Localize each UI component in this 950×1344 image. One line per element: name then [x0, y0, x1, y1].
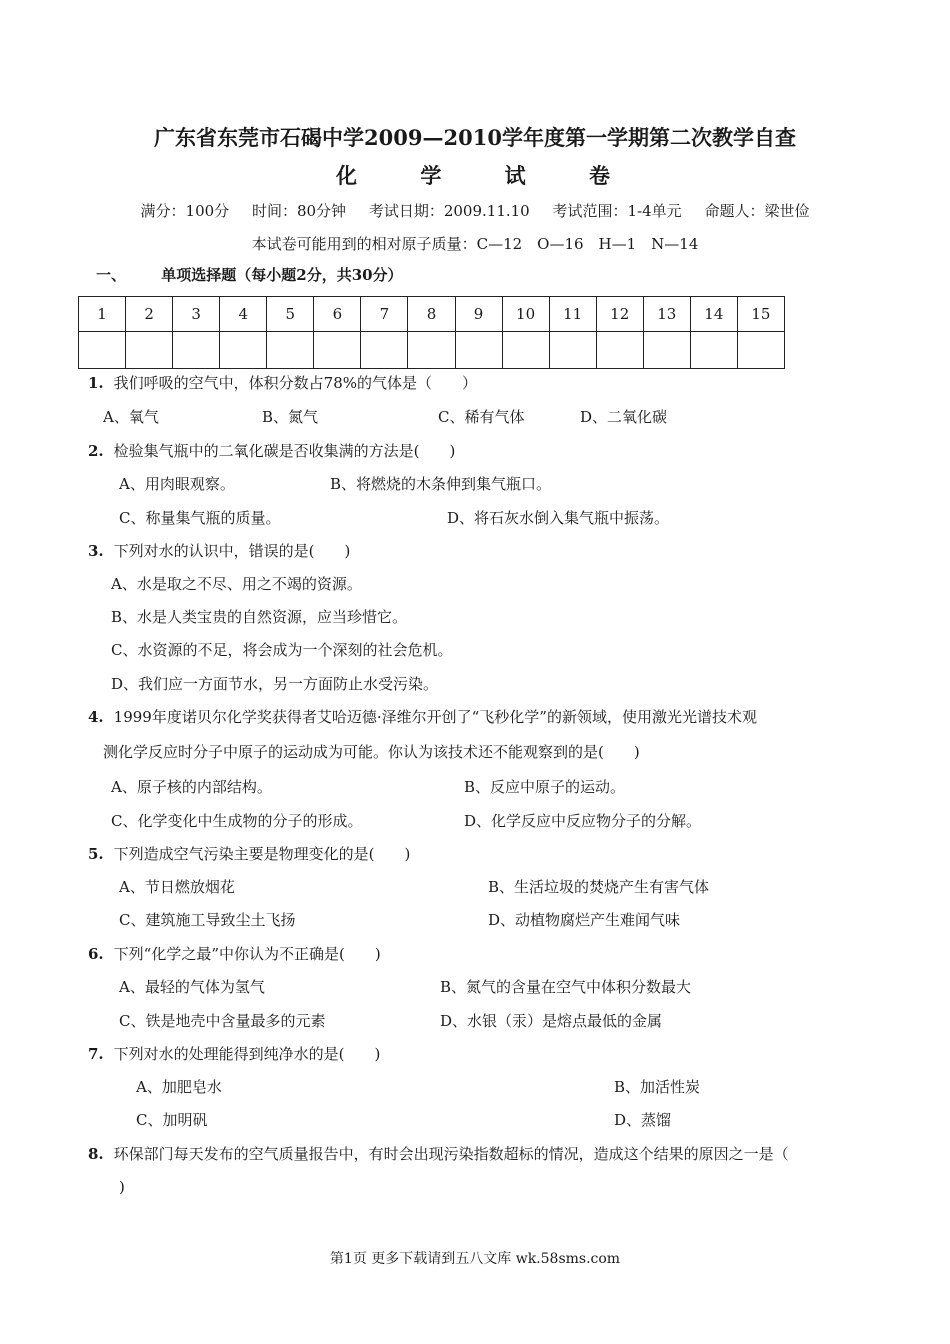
- question-4: [88, 706, 757, 727]
- answer-cell[interactable]: [690, 332, 737, 369]
- question-number: 6.: [88, 945, 104, 963]
- option: A、氧气: [103, 408, 159, 426]
- subtitle-char: 化: [336, 163, 362, 188]
- option: B、氮气的含量在空气中体积分数最大: [440, 978, 692, 996]
- option: C、称量集气瓶的质量。: [119, 509, 281, 527]
- answer-cell[interactable]: [596, 332, 643, 369]
- question-number: 7.: [88, 1045, 104, 1063]
- answer-header: 9: [455, 297, 502, 332]
- option: B、反应中原子的运动。: [464, 778, 626, 796]
- question-1: [88, 372, 477, 393]
- answer-header: 6: [314, 297, 361, 332]
- answer-cell[interactable]: [408, 332, 455, 369]
- answer-header: 8: [408, 297, 455, 332]
- exam-info: [0, 200, 950, 221]
- question-number: 8.: [88, 1145, 104, 1163]
- option: A、节日燃放烟花: [119, 878, 235, 896]
- question-text-continued: 测化学反应时分子中原子的运动成为可能。你认为该技术还不能观察到的是( ): [103, 743, 640, 761]
- option: A、加肥皂水: [136, 1078, 222, 1096]
- option: A、用肉眼观察。: [119, 475, 235, 493]
- answer-cell[interactable]: [361, 332, 408, 369]
- question-text: 下列对水的处理能得到纯净水的是( ): [113, 1045, 381, 1063]
- exam-subtitle: [0, 160, 950, 190]
- option: A、原子核的内部结构。: [111, 778, 272, 796]
- option: B、氮气: [262, 408, 319, 426]
- subtitle-char: 卷: [588, 163, 614, 188]
- question-text: 检验集气瓶中的二氧化碳是否收集满的方法是( ): [113, 442, 456, 460]
- option: D、水银（汞）是熔点最低的金属: [440, 1012, 663, 1030]
- option: D、化学反应中反应物分子的分解。: [464, 812, 702, 830]
- question-number: 3.: [88, 542, 104, 560]
- section-number: 一、: [96, 266, 127, 284]
- exam-title: 广东省东莞市石碣中学2009—2010学年度第一学期第二次教学自查: [154, 125, 796, 150]
- option: A、最轻的气体为氢气: [119, 978, 265, 996]
- answer-cell[interactable]: [173, 332, 220, 369]
- option: D、蒸馏: [614, 1111, 672, 1129]
- exam-date: 考试日期：2009.11.10: [368, 202, 530, 220]
- question-number: 4.: [88, 708, 104, 726]
- exam-scope: 考试范围：1-4单元: [552, 202, 682, 220]
- subtitle-char: 试: [504, 163, 530, 188]
- question-text: 我们呼吸的空气中，体积分数占78%的气体是（ ）: [113, 374, 478, 392]
- option: C、稀有气体: [438, 408, 525, 426]
- option: C、铁是地壳中含量最多的元素: [119, 1012, 326, 1030]
- answer-header: 4: [220, 297, 267, 332]
- question-text-continued: ): [119, 1178, 125, 1196]
- question-5: [88, 843, 410, 864]
- question-text: 下列对水的认识中，错误的是( ): [113, 542, 351, 560]
- question-text: 环保部门每天发布的空气质量报告中，有时会出现污染指数超标的情况，造成这个结果的原因之一是（: [113, 1145, 789, 1163]
- option: B、水是人类宝贵的自然资源，应当珍惜它。: [111, 608, 408, 626]
- answer-cell[interactable]: [314, 332, 361, 369]
- question-number: 2.: [88, 442, 104, 460]
- answer-cell[interactable]: [267, 332, 314, 369]
- option: B、将燃烧的木条伸到集气瓶口。: [330, 475, 552, 493]
- option: B、加活性炭: [614, 1078, 701, 1096]
- answer-header: 12: [596, 297, 643, 332]
- answer-cell[interactable]: [502, 332, 549, 369]
- full-score: 满分：100分: [140, 202, 230, 220]
- answer-cell[interactable]: [220, 332, 267, 369]
- option: C、化学变化中生成物的分子的形成。: [111, 812, 363, 830]
- exam-author: 命题人：梁世俭: [704, 202, 810, 220]
- answer-cell[interactable]: [455, 332, 502, 369]
- answer-header: 14: [690, 297, 737, 332]
- answer-header: 11: [549, 297, 596, 332]
- time-limit: 时间：80分钟: [251, 202, 347, 220]
- answer-header: 15: [737, 297, 784, 332]
- page-footer: 第1页 更多下载请到五八文库 wk.58sms.com: [329, 1251, 621, 1267]
- atomic-masses: 本试卷可能用到的相对原子质量：C—12 O—16 H—1 N—14: [251, 235, 699, 253]
- question-8: [88, 1143, 789, 1164]
- option: D、我们应一方面节水，另一方面防止水受污染。: [111, 675, 439, 693]
- question-7: [88, 1043, 380, 1064]
- question-6: [88, 943, 381, 964]
- option: D、二氧化碳: [580, 408, 668, 426]
- answer-header: 3: [173, 297, 220, 332]
- question-text: 下列造成空气污染主要是物理变化的是( ): [113, 845, 411, 863]
- option: C、建筑施工导致尘土飞扬: [119, 911, 296, 929]
- answer-cell[interactable]: [737, 332, 784, 369]
- question-number: 1.: [88, 374, 104, 392]
- answer-header: 5: [267, 297, 314, 332]
- section-heading: [96, 264, 403, 285]
- answer-header: 13: [643, 297, 690, 332]
- answer-cell[interactable]: [549, 332, 596, 369]
- answer-cell[interactable]: [126, 332, 173, 369]
- option: B、生活垃圾的焚烧产生有害气体: [488, 878, 710, 896]
- answer-header: 10: [502, 297, 549, 332]
- answer-table: [78, 296, 785, 369]
- option: A、水是取之不尽、用之不竭的资源。: [111, 575, 362, 593]
- option: C、水资源的不足，将会成为一个深刻的社会危机。: [111, 641, 453, 659]
- answer-header: 2: [126, 297, 173, 332]
- question-3: [88, 540, 350, 561]
- option: D、动植物腐烂产生难闻气味: [488, 911, 681, 929]
- option: D、将石灰水倒入集气瓶中振荡。: [447, 509, 670, 527]
- question-text: 1999年度诺贝尔化学奖获得者艾哈迈德·泽维尔开创了“飞秒化学”的新领域，使用激光光谱技术观: [113, 708, 757, 726]
- question-2: [88, 440, 455, 461]
- question-number: 5.: [88, 845, 104, 863]
- answer-header: 7: [361, 297, 408, 332]
- subtitle-char: 学: [420, 163, 446, 188]
- option: C、加明矾: [136, 1111, 208, 1129]
- question-text: 下列“化学之最”中你认为不正确是( ): [113, 945, 381, 963]
- section-title: 单项选择题（每小题2分，共30分）: [161, 266, 403, 284]
- answer-cell[interactable]: [79, 332, 126, 369]
- answer-header: 1: [79, 297, 126, 332]
- answer-cell[interactable]: [643, 332, 690, 369]
